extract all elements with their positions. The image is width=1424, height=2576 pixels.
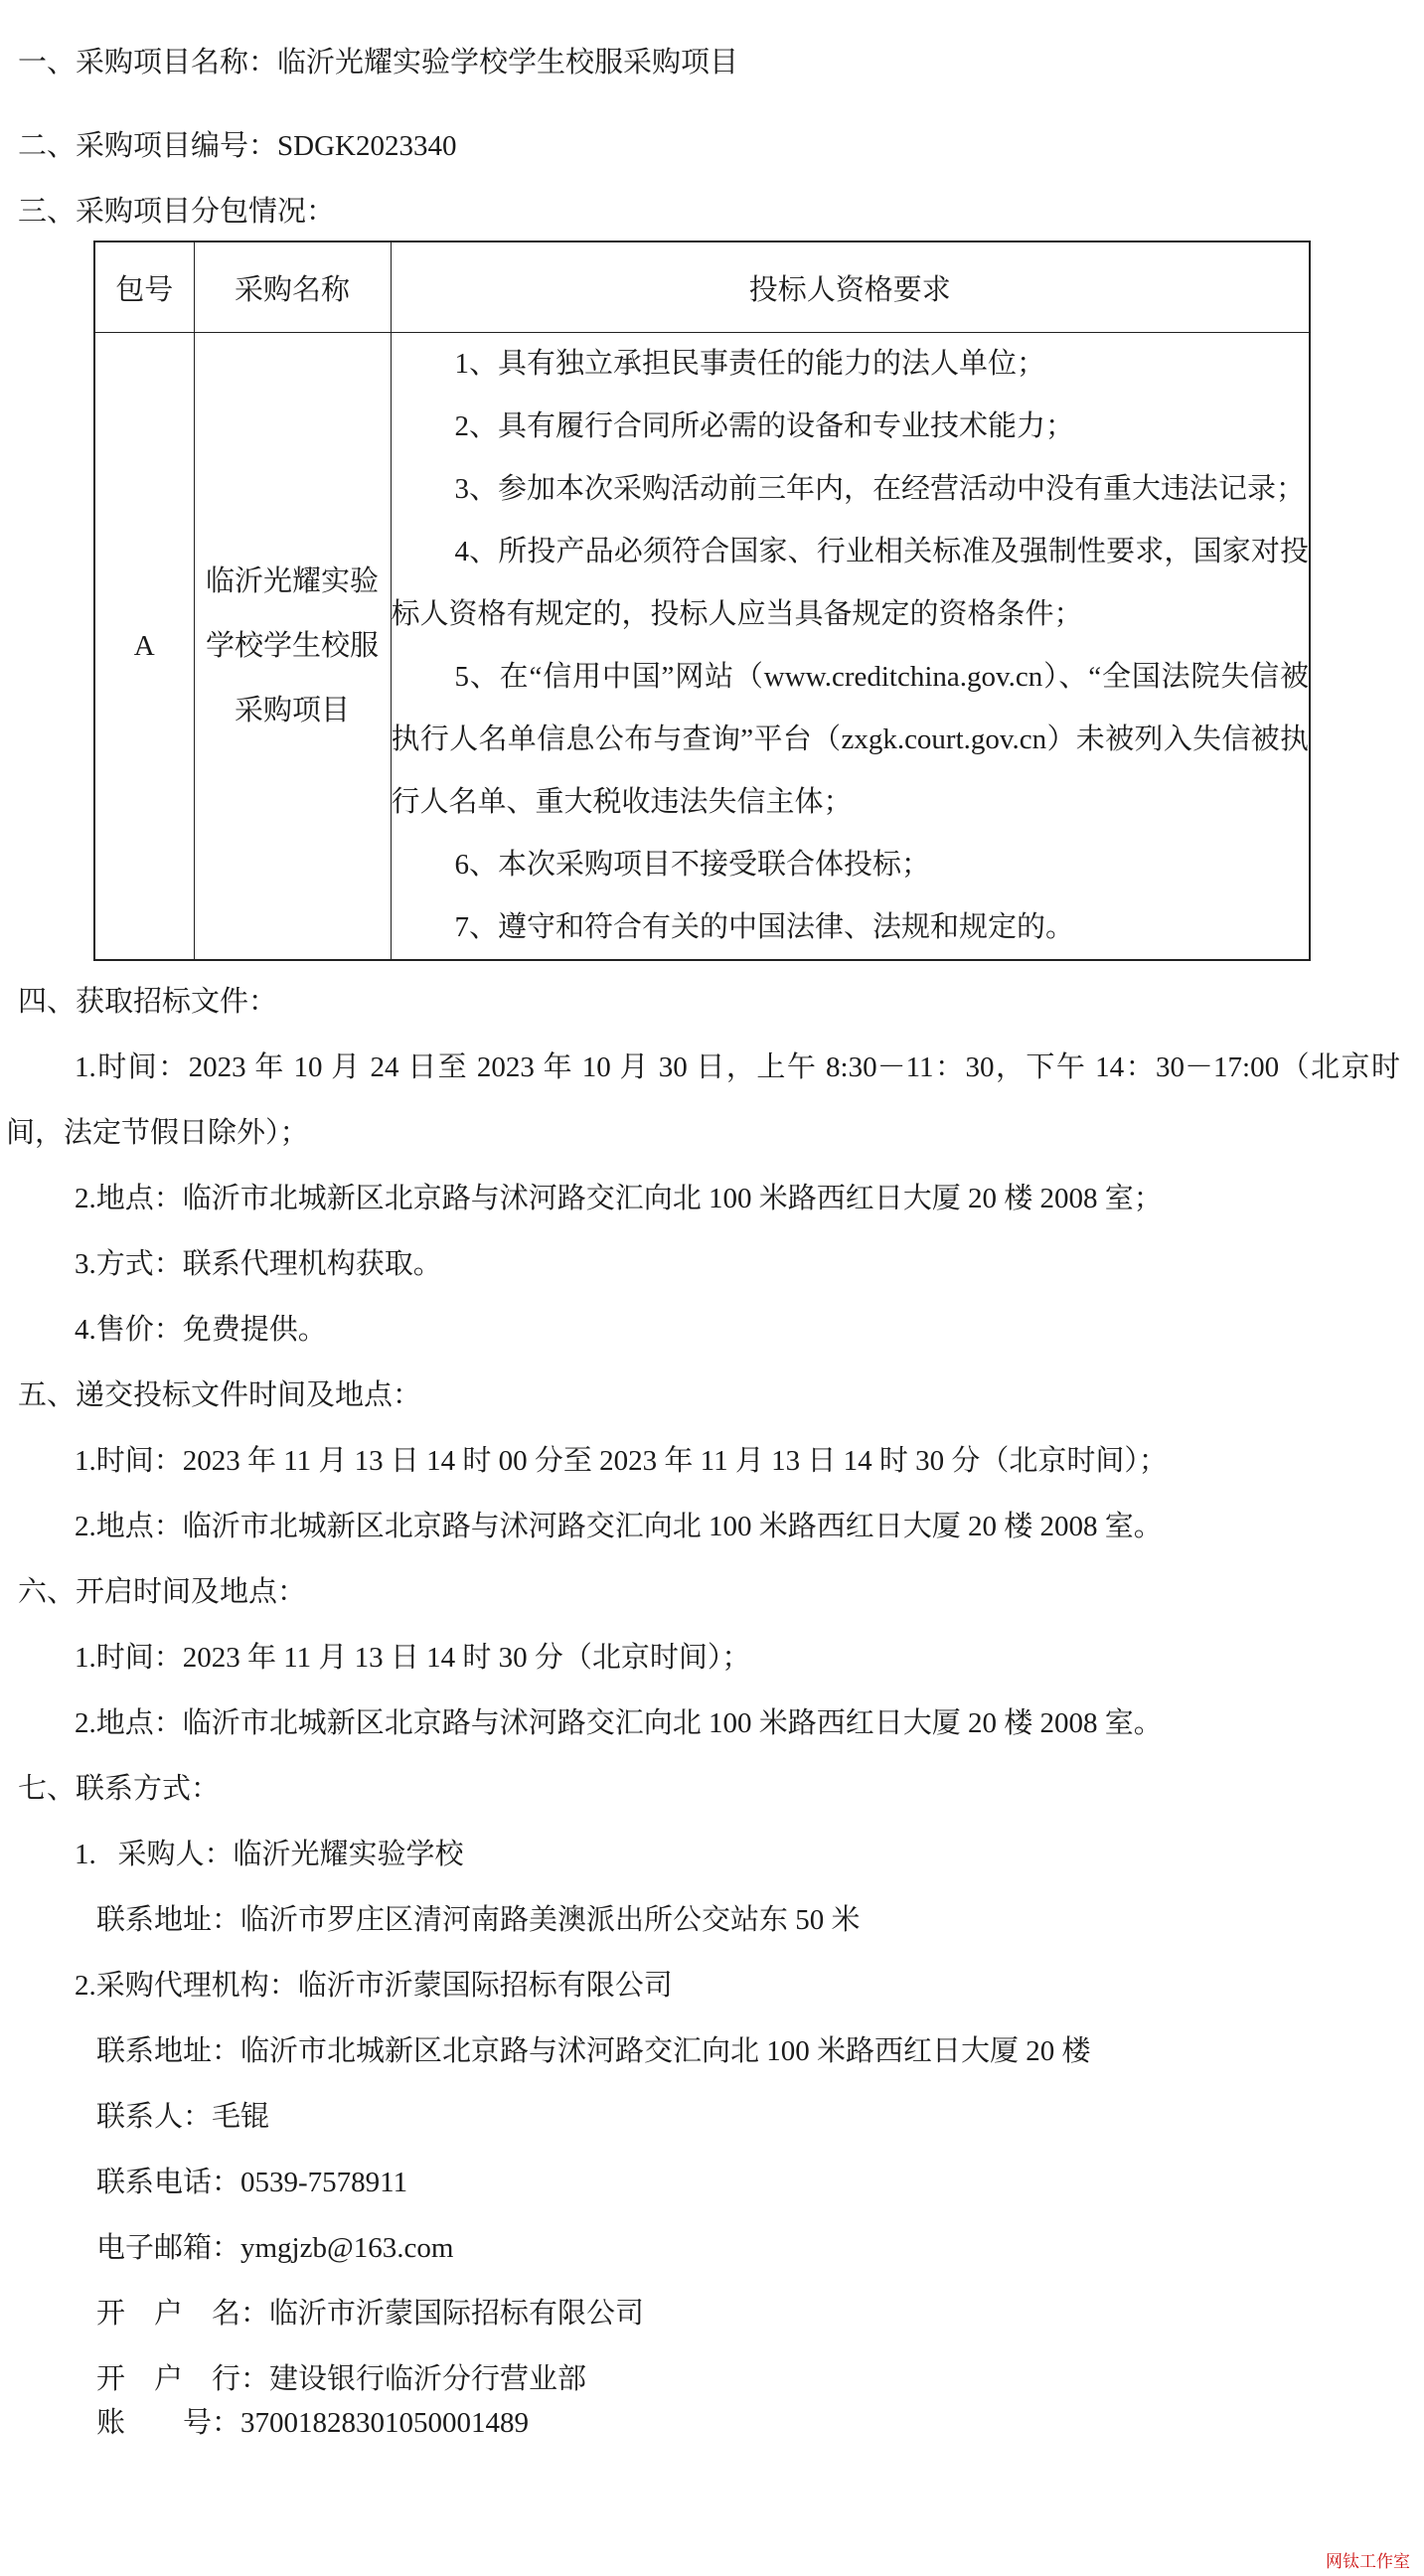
account-name-line: 开 户 名：临沂市沂蒙国际招标有限公司: [96, 2298, 645, 2330]
packages-section-title: 三、采购项目分包情况：: [18, 196, 336, 228]
bank-line: 开 户 行：建设银行临沂分行营业部: [96, 2363, 587, 2395]
purchaser-address-line: 联系地址：临沂市罗庄区清河南路美澳派出所公交站东 50 米: [96, 1904, 861, 1936]
bid-docs-item-place: 2.地点：临沂市北城新区北京路与沭河路交汇向北 100 米路西红日大厦 20 楼 2008 室；: [75, 1183, 1163, 1214]
package-no-cell: A: [94, 333, 194, 961]
qualification-item: 7、遵守和符合有关的中国法律、法规和规定的。: [454, 911, 1075, 943]
col-header-procurement-name: 采购名称: [194, 242, 391, 333]
packages-table-header-row: [94, 242, 1310, 333]
purchaser-line: 1. 采购人：临沂光耀实验学校: [75, 1839, 464, 1870]
procurement-name-cell: 临沂光耀实验学校学生校服采购项目: [194, 333, 391, 961]
qualification-item: 3、参加本次采购活动前三年内，在经营活动中没有重大违法记录；: [454, 473, 1306, 505]
watermark: 网钛工作室: [1326, 2552, 1410, 2571]
project-number-line: 二、采购项目编号：SDGK2023340: [18, 130, 457, 162]
bid-docs-item-time: 1.时间：2023 年 10 月 24 日至 2023 年 10 月 30 日，上午 8:30－11：30，下午 14：30－17:00（北京时间，法定节假日除外）；: [6, 1051, 1400, 1149]
qualification-cell: [391, 333, 1310, 961]
contact-section-title: 七、联系方式：: [18, 1773, 221, 1805]
opening-item-place: 2.地点：临沂市北城新区北京路与沭河路交汇向北 100 米路西红日大厦 20 楼 2008 室。: [75, 1707, 1163, 1739]
agency-line: 2.采购代理机构：临沂市沂蒙国际招标有限公司: [75, 1970, 673, 2002]
contact-phone-line: 联系电话：0539-7578911: [96, 2167, 408, 2198]
table-row: [94, 333, 1310, 961]
project-name-line: 一、采购项目名称：临沂光耀实验学校学生校服采购项目: [18, 47, 739, 79]
opening-item-time: 1.时间：2023 年 11 月 13 日 14 时 30 分（北京时间）；: [75, 1642, 751, 1674]
bid-docs-section-title: 四、获取招标文件：: [18, 986, 278, 1018]
col-header-qualification: 投标人资格要求: [391, 242, 1310, 333]
submission-section-title: 五、递交投标文件时间及地点：: [18, 1379, 422, 1411]
email-line: 电子邮箱：ymgjzb@163.com: [96, 2232, 454, 2264]
submission-item-time: 1.时间：2023 年 11 月 13 日 14 时 00 分至 2023 年 11 月 13 日 14 时 30 分（北京时间）；: [75, 1445, 1168, 1477]
opening-section-title: 六、开启时间及地点：: [18, 1576, 307, 1608]
account-number-line: 账 号：37001828301050001489: [96, 2407, 530, 2439]
contact-person-line: 联系人：毛锟: [96, 2101, 270, 2133]
packages-table: [93, 241, 1311, 961]
qualification-item: 2、具有履行合同所必需的设备和专业技术能力；: [454, 410, 1075, 442]
qualification-item: 6、本次采购项目不接受联合体投标；: [454, 849, 931, 881]
agency-address-line: 联系地址：临沂市北城新区北京路与沭河路交汇向北 100 米路西红日大厦 20 楼: [96, 2035, 1091, 2067]
qualification-item: 4、所投产品必须符合国家、行业相关标准及强制性要求，国家对投标人资格有规定的，投标人应当具备规定的资格条件；: [391, 536, 1309, 630]
qualification-item: 1、具有独立承担民事责任的能力的法人单位；: [454, 348, 1046, 380]
bid-docs-item-method: 3.方式：联系代理机构获取。: [75, 1248, 442, 1280]
qualification-item: 5、在“信用中国”网站（www.creditchina.gov.cn）、“全国法院失信被执行人名单信息公布与查询”平台（zxgk.court.gov.cn）未被列入失信被执行人名单、重大税收违法失信主体；: [391, 661, 1309, 818]
col-header-package-no: 包号: [94, 242, 194, 333]
submission-item-place: 2.地点：临沂市北城新区北京路与沭河路交汇向北 100 米路西红日大厦 20 楼 2008 室。: [75, 1511, 1163, 1542]
bid-docs-item-price: 4.售价：免费提供。: [75, 1314, 327, 1346]
